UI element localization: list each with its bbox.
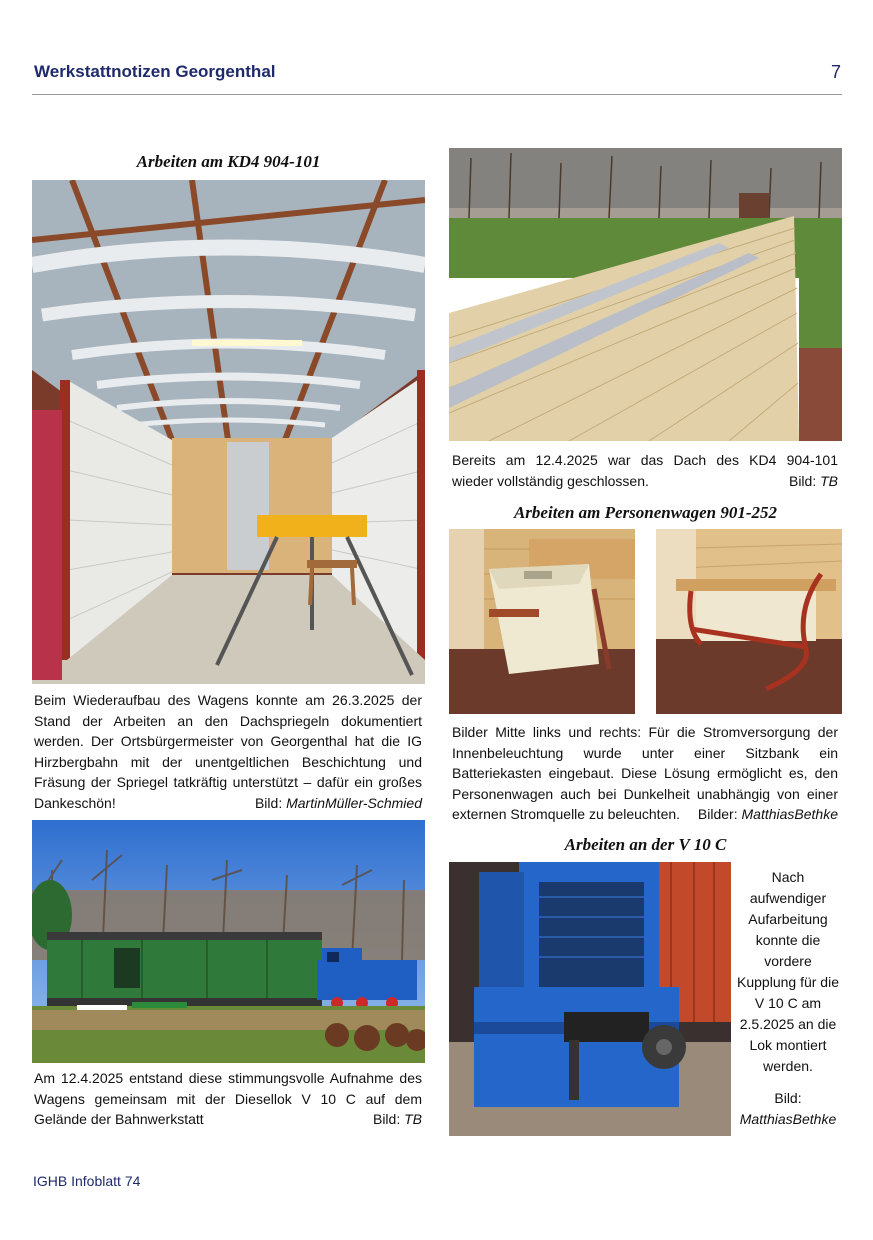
caption-interior: Beim Wiederaufbau des Wagens konnte am 26.3.2025 der Stand der Arbeiten an den Dachspriegeln dokumentiert werden. Der Ortsbürgermeister von Georgenthal hat die IG Hirzbergbahn mit der unentgeltlichen Beschichtung und Fräsung der Spriegel tatkräftig unterstützt – dafür ein großes Dankeschön! Bild: MartinMüller-Schmied [34, 692, 422, 811]
caption-train: Am 12.4.2025 entstand diese stimmungsvolle Aufnahme des Wagens gemeinsam mit der Diesellok V 10 C auf dem Gelände der Bahnwerkstatt Bild: TB [34, 1070, 422, 1127]
photo-bench-right [656, 529, 842, 714]
photo-train [32, 820, 425, 1063]
photo-wagon-interior [32, 180, 425, 684]
caption-battery: Bilder Mitte links und rechts: Für die Stromversorgung der Innenbeleuchtung wurde unter einer Sitzbank ein Batteriekasten eingebaut. Diese Lösung ermöglicht es, den Personenwagen auch bei Dunkelheit unabhängig von einer externen Stromquelle zu beleuchten. Bilder: MatthiasBethke [452, 724, 838, 822]
caption-roof: Bereits am 12.4.2025 war das Dach des KD4 904-101 wieder vollständig geschlossen. Bild: TB [452, 452, 838, 489]
page-footer: IGHB Infoblatt 74 [33, 1173, 141, 1189]
photo-loco [449, 862, 731, 1136]
caption-v10c: Nach aufwendiger Aufarbeitung konnte die vordere Kupplung für die V 10 C am 2.5.2025 an die Lok montiert werden. Bild: MatthiasBethke [737, 869, 839, 1127]
page-number: 7 [830, 62, 841, 82]
photo-bench-left [449, 529, 635, 714]
section-heading-kd4: Arbeiten am KD4 904-101 [136, 152, 321, 171]
photo-roof [449, 148, 842, 441]
header-rule [32, 94, 842, 95]
section-heading-personenwagen: Arbeiten am Personenwagen 901-252 [513, 503, 778, 522]
section-heading-v10c: Arbeiten an der V 10 C [564, 835, 727, 854]
page-header-title: Werkstattnotizen Georgenthal [34, 62, 276, 81]
